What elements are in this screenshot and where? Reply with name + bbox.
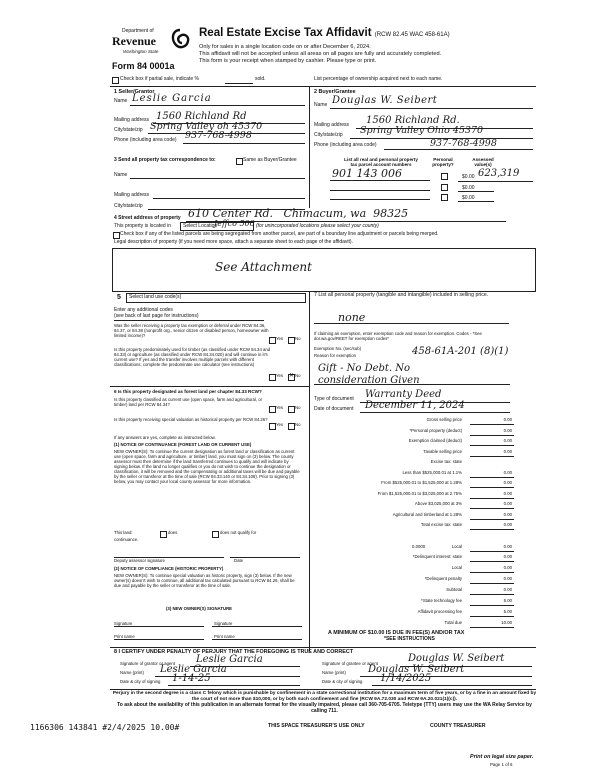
print-name-label: Print name bbox=[214, 634, 235, 639]
predominant-question: Is this property predominately used for timber (as classified under RCW 84.34 and 84.33) or agriculture (as classified under RCW 84.34.020) and will continue in it's current use? If yes and the transfer involves multiple parcels with different classifications, complete the predominate use calculator (see instructions) bbox=[114, 347, 271, 367]
buyer-mailing-label: Mailing address bbox=[314, 122, 350, 128]
corr-city-label: City/state/zip bbox=[114, 203, 143, 209]
buyer-phone[interactable]: 937-768-4998 bbox=[430, 138, 497, 149]
exemption-yes-label: Yes bbox=[276, 336, 284, 341]
new-owner-sig-heading: (3) NEW OWNER(S) SIGNATURE bbox=[166, 606, 233, 611]
buyer-phone-label: Phone (including area code) bbox=[314, 142, 377, 148]
tax-row-label: *Personal property (deduct) bbox=[409, 427, 462, 433]
tax-row-value: 0.00 bbox=[503, 501, 512, 506]
minimum-note: A MINIMUM OF $10.00 IS DUE IN FEE(S) AND/OR TAX bbox=[328, 630, 465, 636]
same-as-buyer-label: Same as Buyer/Grantee bbox=[243, 157, 297, 163]
exemption-number[interactable]: 458-61A-201 (8)(1) bbox=[412, 346, 509, 357]
tech-fee-value: 5.00 bbox=[503, 598, 512, 603]
grantor-date-label: Date & city of signing bbox=[120, 679, 161, 684]
notice-comp-text: NEW OWNER(S): To continue special valuation as historic property, sign (3) below. If the new owner(s) doesn't wish to continue, all additional tax calculated pursuant to RCW 84.26, shall be due and payable by the seller or transferor at the time of sale. bbox=[114, 573, 295, 588]
section5-number: 5 bbox=[117, 294, 121, 301]
deputy-sig-label: Deputy assessor signature bbox=[114, 558, 165, 563]
if-any-note: If any answers are yes, complete as instructed below. bbox=[114, 435, 216, 440]
buyer-mailing[interactable]: 1560 Richland Rd. bbox=[366, 115, 460, 126]
parcel-col1: List all real and personal property tax parcel account numbers bbox=[344, 157, 418, 168]
title-text: Real Estate Excise Tax Affidavit bbox=[199, 27, 372, 39]
tax-row-label: From $525,000.01 to $1,525,000 at 1.28% bbox=[381, 480, 462, 485]
parcel-personal-checkbox[interactable] bbox=[441, 173, 448, 180]
form-title bbox=[199, 27, 450, 40]
signature-label: Signature bbox=[114, 621, 133, 626]
total-due-label: Total due bbox=[444, 620, 462, 625]
type-doc-label: Type of document bbox=[314, 396, 354, 402]
grantee-date[interactable]: 1/14/2025 bbox=[380, 673, 432, 684]
tax-row-label: Taxable selling price bbox=[423, 448, 462, 454]
county-treasurer: COUNTY TREASURER bbox=[430, 723, 486, 729]
tax-row-value: 0.00 bbox=[503, 490, 512, 496]
select-location-label: Select Location bbox=[183, 222, 218, 229]
notice-cont-text: NEW OWNER(S): To continue the current designation as forest land or classification as current use (open space, farm and agriculture, or timber) land, you must sign on (3) below. The county assessor must then determine if the land transferred continues to qualify and will indicate by signing below. If the land no longer qualifies or you do not wish to continue the designation or classification, it will be removed and the compensating or additional taxes will be due and payable by the seller or transferor at the time of sale (RCW 84.33.140 or 84.34.108). Prior to signing (3) below, you may contact your local county assessor for more information. bbox=[114, 449, 300, 484]
grantor-sig-label: Signature of grantor or agent bbox=[120, 661, 175, 666]
subtotal-label: Subtotal bbox=[446, 587, 462, 592]
partial-sale-checkbox[interactable] bbox=[112, 77, 119, 84]
tax-row-value: 0.00 bbox=[503, 438, 512, 443]
seller-name[interactable]: Leslie Garcia bbox=[132, 93, 212, 104]
section7-heading: 7 List all personal property (tangible and intangible) included in selling price. bbox=[314, 292, 489, 298]
parcel-value: $0.00 bbox=[462, 195, 475, 201]
exemption-yes-checkbox[interactable] bbox=[269, 337, 276, 344]
buyer-name[interactable]: Douglas W. Seibert bbox=[332, 95, 438, 106]
alt-format-notice: To ask about the availability of this publication in an alternate format for the visually impaired, please call 360-705-6705. Teletype (TTY) users may use the WA Relay Service by calling 711. bbox=[117, 702, 532, 714]
current-use-yes-label: Yes bbox=[276, 405, 284, 410]
special-yes-label: Yes bbox=[276, 422, 284, 427]
parcel-col2: Personal property? bbox=[432, 157, 454, 168]
buyer-city-label: City/state/zip bbox=[314, 132, 343, 138]
dept-line1: Department of bbox=[122, 28, 154, 34]
segregated-checkbox[interactable] bbox=[113, 232, 120, 239]
unincorporated-note: (for unincorporated locations please select your county) bbox=[256, 223, 379, 229]
this-land-label: This land: bbox=[114, 530, 133, 535]
total-due-value: 10.00 bbox=[501, 620, 512, 625]
legal-description-value: See Attachment bbox=[215, 260, 312, 274]
corr-mailing-label: Mailing address bbox=[114, 192, 150, 198]
current-use-no-checkbox[interactable] bbox=[288, 406, 295, 413]
tax-row-label: Above $3,025,000 at 3% bbox=[414, 501, 462, 506]
grantee-name-label: Name (print) bbox=[322, 670, 346, 675]
personal-property-value[interactable]: none bbox=[338, 311, 366, 324]
local2-label: Local bbox=[451, 565, 462, 570]
parcel-value: $0.00 bbox=[462, 174, 475, 180]
tax-row-label: Total excise tax: state bbox=[420, 522, 462, 527]
tax-row-label: Less than $525,000.01 at 1.1% bbox=[402, 469, 462, 475]
located-in-label: This property is located in bbox=[114, 223, 171, 229]
department-logo bbox=[112, 26, 192, 66]
street-address[interactable]: 610 Center Rd. Chimacum, wa 98325 bbox=[188, 207, 409, 220]
grantor-signature[interactable]: Leslie Garcia bbox=[196, 654, 263, 665]
continuance-label: continuance. bbox=[114, 537, 139, 542]
seller-heading: 1 Seller/Grantor bbox=[114, 89, 155, 95]
exemption-no-label: Exemption No. (sec/sub) bbox=[314, 346, 362, 351]
grantee-name[interactable]: Douglas W. Seibert bbox=[368, 664, 465, 675]
predominant-yes-label: Yes bbox=[276, 373, 284, 378]
grantee-date-label: Date & city of signing bbox=[322, 679, 363, 684]
tax-row-value: 0.00 bbox=[503, 417, 512, 422]
seller-mailing[interactable]: 1560 Richland Rd bbox=[156, 111, 247, 122]
does-checkbox[interactable] bbox=[160, 531, 167, 538]
grantee-sig-label: Signature of grantee or agent bbox=[322, 661, 378, 666]
does-label: does bbox=[168, 530, 178, 535]
current-use-no-label: No bbox=[295, 405, 301, 410]
delinquent-state-label: *Delinquent interest: state bbox=[412, 554, 462, 559]
checkmark-icon: ✕ bbox=[289, 373, 295, 379]
parcel-personal-checkbox[interactable] bbox=[441, 184, 448, 191]
section8-heading: 8 I CERTIFY UNDER PENALTY OF PERJURY THAT THE FOREGOING IS TRUE AND CORRECT bbox=[114, 649, 354, 655]
grantee-signature[interactable]: Douglas W. Seibert bbox=[408, 653, 505, 664]
seller-mailing-label: Mailing address bbox=[114, 117, 150, 123]
tax-row-label: Exemption claimed (deduct) bbox=[408, 438, 462, 443]
tax-row-label: Gross selling price bbox=[426, 417, 462, 422]
processing-fee-value: 5.00 bbox=[503, 609, 512, 614]
tax-row-value: 0.00 bbox=[503, 448, 512, 454]
exemption-question: Was the seller receiving a property tax exemption or deferral under RCW 84.36, 84.37, or 84.38 (nonprofit org., senior citizen or disabled person, homeowner with limited income)? bbox=[114, 323, 269, 338]
seller-phone[interactable]: 937-768-4998 bbox=[185, 130, 252, 141]
grantor-date[interactable]: 1-14-25 bbox=[172, 673, 211, 684]
seller-phone-label: Phone (including area code) bbox=[114, 137, 177, 143]
title-rcw: (RCW 82.45 WAC 458-61A) bbox=[374, 32, 450, 38]
special-no-checkbox[interactable] bbox=[288, 423, 295, 430]
parcel-number[interactable]: 901 143 006 bbox=[332, 167, 402, 180]
buyer-city[interactable]: Spring Valley Ohio 45370 bbox=[360, 125, 484, 136]
deputy-date-label: Date bbox=[234, 558, 244, 563]
dept-state: Washington State bbox=[123, 49, 159, 54]
current-use-question: Is this property classified as current use (open space, farm and agricultural, or timber) land per RCW 84.34? bbox=[114, 397, 263, 407]
partial-sale-sold: sold. bbox=[255, 76, 266, 82]
street-label: 4 Street address of property bbox=[114, 215, 181, 221]
treasurer-only: THIS SPACE TREASURER'S USE ONLY bbox=[268, 723, 365, 729]
section6-heading: 6 Is this property designated as forest land per chapter 84.33 RCW? bbox=[114, 389, 262, 394]
tax-row-label: From $1,525,000.01 to $3,025,000 at 2.75% bbox=[377, 490, 462, 496]
seller-city-label: City/state/zip bbox=[114, 127, 143, 133]
tax-row-value: 0.00 bbox=[503, 427, 512, 433]
location-value[interactable]: Jeffco 500 bbox=[214, 219, 255, 228]
parcel-personal-checkbox[interactable] bbox=[441, 194, 448, 201]
exemption-no-label: No bbox=[295, 336, 301, 341]
processing-fee-label: Affidavit processing fee bbox=[417, 609, 462, 614]
tax-row-value: 0.00 bbox=[503, 511, 512, 517]
tax-row-value: 0.00 bbox=[503, 522, 512, 527]
local-rate: 0.0000 bbox=[412, 544, 426, 549]
tax-row-value: 0.00 bbox=[503, 469, 512, 475]
does-not-checkbox[interactable] bbox=[212, 531, 219, 538]
parcel-col3: Assessed value(s) bbox=[472, 157, 494, 168]
notice-cont-heading: (1) NOTICE OF CONTINUANCE (FOREST LAND OR CURRENT USE) bbox=[114, 442, 252, 447]
notice-1: Only for sales in a single location code on or after December 6, 2024. bbox=[199, 44, 371, 50]
recording-stamp: 1166306 143841 #2/4/2025 10.00# bbox=[30, 723, 180, 732]
legal-paper-note: Print on legal size paper. bbox=[470, 754, 534, 760]
local-label: Local bbox=[451, 544, 462, 549]
form-number: Form 84 0001a bbox=[112, 61, 175, 71]
exemption-claim-text: If claiming an exemption, enter exemption code and reason for exemption. Codes - *See dor.wa.gov/REET for exemption codes* bbox=[314, 331, 482, 341]
page-number: Page 1 of 6 bbox=[490, 762, 513, 767]
signature-label: Signature bbox=[214, 621, 233, 626]
delinquent-state-value: 0.00 bbox=[503, 554, 512, 559]
correspondence-heading: 3 Send all property tax correspondence to: bbox=[114, 157, 216, 163]
subtotal-value: 0.00 bbox=[503, 587, 512, 592]
does-not-label: does not qualify for bbox=[220, 530, 257, 535]
reason-label: Reason for exemption bbox=[314, 353, 357, 358]
delinquent-penalty-label: *Delinquent penalty bbox=[424, 576, 462, 581]
local2-value: 0.00 bbox=[503, 565, 512, 570]
tech-fee-label: *State technology fee bbox=[421, 598, 462, 603]
seller-city[interactable]: Spring Valley oh 45370 bbox=[150, 121, 263, 132]
corr-name-label: Name bbox=[114, 172, 128, 178]
predominant-yes-checkbox[interactable] bbox=[269, 374, 276, 381]
legal-description-box[interactable] bbox=[112, 248, 536, 292]
buyer-heading: 2 Buyer/Grantee bbox=[314, 89, 356, 95]
notice-3: This form is your receipt when stamped by cashier. Please type or print. bbox=[199, 58, 377, 64]
predominant-no-checkbox[interactable] bbox=[288, 374, 295, 381]
buyer-name-label: Name bbox=[314, 102, 328, 108]
special-question: Is this property receiving special valuation as historical property per RCW 84.26? bbox=[114, 417, 268, 422]
exemption-no-checkbox[interactable] bbox=[288, 337, 295, 344]
special-no-label: No bbox=[295, 422, 301, 427]
enter-additional-codes: Enter any additional codes bbox=[114, 307, 173, 313]
tax-row-label: Excise tax: state bbox=[430, 459, 462, 464]
parcel-assessed-handwritten[interactable]: 623,319 bbox=[478, 168, 520, 179]
special-yes-checkbox[interactable] bbox=[269, 423, 276, 430]
tax-row-label: Agricultural and timberland at 1.28% bbox=[392, 511, 462, 517]
date-doc-label: Date of document bbox=[314, 406, 354, 412]
dept-name: Revenue bbox=[112, 34, 156, 48]
predominant-no-label: No bbox=[295, 373, 301, 378]
print-name-label: Print name bbox=[114, 634, 135, 639]
same-as-buyer-checkbox[interactable] bbox=[236, 158, 243, 165]
see-back: (see back of last page for instructions) bbox=[114, 313, 199, 319]
logo-swirl-icon bbox=[170, 28, 190, 50]
land-use-dropdown[interactable] bbox=[126, 293, 306, 303]
local-value: 0.00 bbox=[503, 544, 512, 549]
land-use-placeholder: Select land use code(s) bbox=[129, 294, 182, 300]
exemption-reason[interactable]: Gift - No Debt. No consideration Given bbox=[318, 363, 420, 386]
notice-2: This affidavit will not be accepted unless all areas on all pages are fully and accurately completed. bbox=[199, 51, 442, 57]
delinquent-penalty-value: 0.00 bbox=[503, 576, 512, 581]
tax-row-value: 0.00 bbox=[503, 480, 512, 485]
type-of-document[interactable]: Warranty Deed bbox=[365, 389, 442, 400]
perjury-notice: Perjury in the second degree is a class C felony which is punishable by confinement in a state correctional institution for a maximum term of five years, or by a fine in an amount fixed by the court of not more than $10,000, or by both such confinement and fine (RCW 9A.72.030 and RCW 9A.20.021(1)(c)). bbox=[112, 691, 537, 702]
grantor-name-label: Name (print) bbox=[120, 670, 144, 675]
parcel-value: $0.00 bbox=[462, 185, 475, 191]
legal-desc-label: Legal description of property (if you need more space, attach a separate sheet to each page of the affidavit). bbox=[114, 239, 353, 245]
partial-sale-label: Check box if partial sale, indicate % bbox=[120, 76, 199, 82]
seller-name-label: Name bbox=[114, 98, 128, 104]
see-instructions: *SEE INSTRUCTIONS bbox=[384, 636, 435, 642]
date-of-document[interactable]: December 11, 2024 bbox=[365, 400, 465, 411]
notice-comp-heading: (2) NOTICE OF COMPLIANCE (HISTORIC PROPERTY) bbox=[114, 566, 224, 571]
grantor-name[interactable]: Leslie Garcia bbox=[160, 664, 227, 675]
ownership-note: List percentage of ownership acquired next to each name. bbox=[314, 76, 443, 82]
segregated-note: Check box if any of the listed parcels are being segregated from another parcel, are part of a boundary line adjustment or parcels being merged. bbox=[120, 231, 439, 237]
current-use-yes-checkbox[interactable] bbox=[269, 406, 276, 413]
